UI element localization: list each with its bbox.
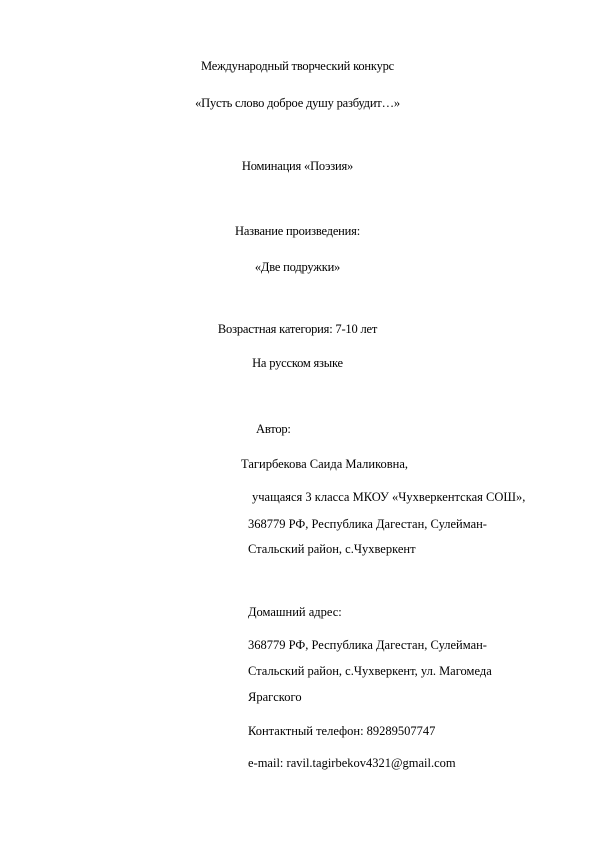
language: На русском языке [252,356,343,370]
contact-email: e-mail: ravil.tagirbekov4321@gmail.com [248,756,456,770]
author-label: Автор: [256,422,291,436]
author-name: Тагирбекова Саида Маликовна, [241,457,409,471]
work-title: «Две подружки» [254,260,341,274]
contest-name: «Пусть слово доброе душу разбудит…» [195,96,400,110]
nomination: Номинация «Поэзия» [241,159,354,173]
home-address-line: Стальский район, с.Чухверкент, ул. Магомеда [248,664,492,678]
author-school-line: Стальский район, с.Чухверкент [248,542,416,556]
home-address-label: Домашний адрес: [248,605,342,619]
contact-phone: Контактный телефон: 89289507747 [248,724,436,738]
work-title-label: Название произведения: [235,224,360,238]
age-category: Возрастная категория: 7-10 лет [217,322,378,336]
home-address-line: 368779 РФ, Республика Дагестан, Сулейман- [248,638,487,652]
author-school-line: 368779 РФ, Республика Дагестан, Сулейман- [248,517,487,531]
home-address-line: Ярагского [248,690,302,704]
author-school-line: учащаяся 3 класса МКОУ «Чухверкентская СОШ», [252,490,526,504]
contest-heading: Международный творческий конкурс [200,59,395,73]
